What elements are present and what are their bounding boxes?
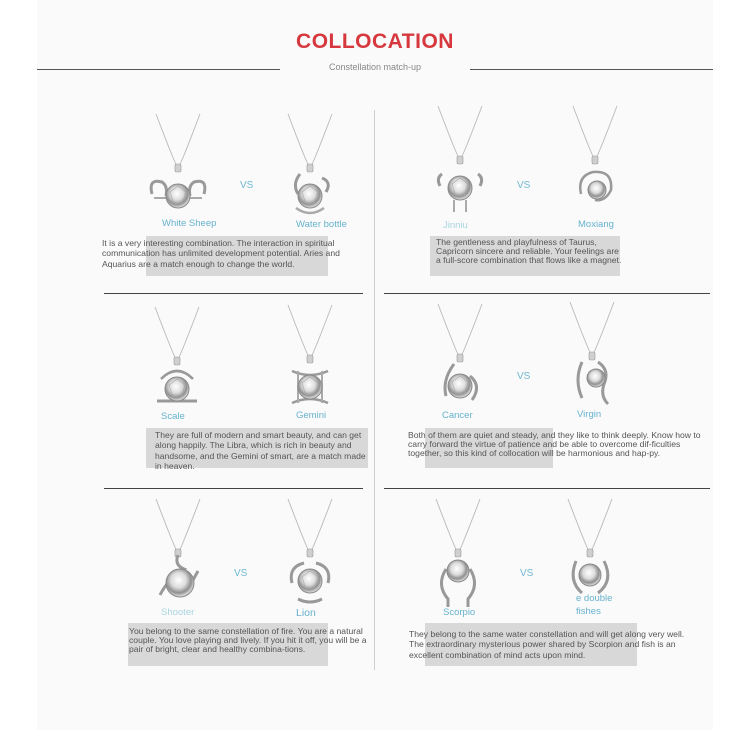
- vs-label: VS: [234, 568, 248, 579]
- right-sign-name: Virgin: [577, 409, 602, 420]
- pair-description: The gentleness and playfulness of Taurus, Capricorn sincere and reliable. Your feelings are a full-score combination that flows like a magnet.: [436, 237, 622, 265]
- right-sign-name: Water bottle: [296, 219, 347, 230]
- left-sign-name: Scale: [161, 411, 185, 422]
- right-sign-name: Moxiang: [578, 219, 614, 230]
- aquarius-pendant-image: [270, 112, 350, 227]
- pair-description: They are full of modern and smart beauty, and can get along happily. The Libra, which is rich in beauty and handsome, and the Gemini of smart, are a match made in heaven.: [155, 430, 366, 472]
- title-divider-left: [37, 69, 280, 70]
- scorpio-pendant-image: [418, 497, 498, 612]
- title-divider-right: [470, 69, 713, 70]
- page-title: COLLOCATION: [296, 30, 454, 53]
- sagittarius-pendant-image: [138, 497, 218, 612]
- vs-label: VS: [517, 180, 531, 191]
- left-sign-name: Cancer: [442, 410, 473, 421]
- left-sign-name: Scorpio: [443, 607, 476, 618]
- pair-description: It is a very interesting combination. The interaction in spiritual communication has unlimited development potential. Aries and Aquarius are a match enough to change the world.: [102, 238, 340, 269]
- vs-label: VS: [240, 180, 254, 191]
- libra-pendant-image: [137, 305, 217, 420]
- page-subtitle: Constellation match-up: [328, 62, 422, 72]
- right-sign-name: e double fishes: [576, 593, 613, 617]
- cancer-pendant-image: [420, 302, 500, 417]
- right-sign-name: Lion: [296, 607, 316, 619]
- taurus-pendant-image: [420, 104, 500, 219]
- row-divider-left-2: [104, 488, 363, 489]
- virgo-pendant-image: [552, 300, 632, 415]
- pair-description: Both of them are quiet and steady, and they like to think deeply. Know how to carry forward the virtue of patience and be able to overcome dif-ficulties together, so this kind of collocation will be harmonious and hap-py.: [408, 430, 701, 458]
- capricorn-pendant-image: [555, 104, 635, 219]
- pair-description: You belong to the same constellation of fire. You are a natural couple. You love playing and lively. If you hit it off, you will be a pair of bright, clear and healthy combina-tions.: [129, 626, 367, 654]
- left-sign-name: Jinniu: [443, 220, 468, 231]
- left-sign-name: Shooter: [161, 607, 195, 618]
- leo-pendant-image: [270, 497, 350, 612]
- gemini-pendant-image: [270, 303, 350, 418]
- vs-label: VS: [517, 371, 531, 382]
- row-divider-right-1: [384, 293, 710, 294]
- aries-pendant-image: [138, 112, 218, 227]
- right-sign-name: Gemini: [296, 410, 327, 421]
- row-divider-right-2: [384, 488, 710, 489]
- column-divider: [374, 110, 375, 670]
- row-divider-left-1: [104, 293, 363, 294]
- vs-label: VS: [520, 568, 534, 579]
- pair-description: They belong to the same water constellation and will get along very well. The extraordinary mysterious power shared by Scorpion and fish is an excellent combination of mind acts upon mind.: [409, 629, 685, 660]
- left-sign-name: White Sheep: [162, 218, 217, 229]
